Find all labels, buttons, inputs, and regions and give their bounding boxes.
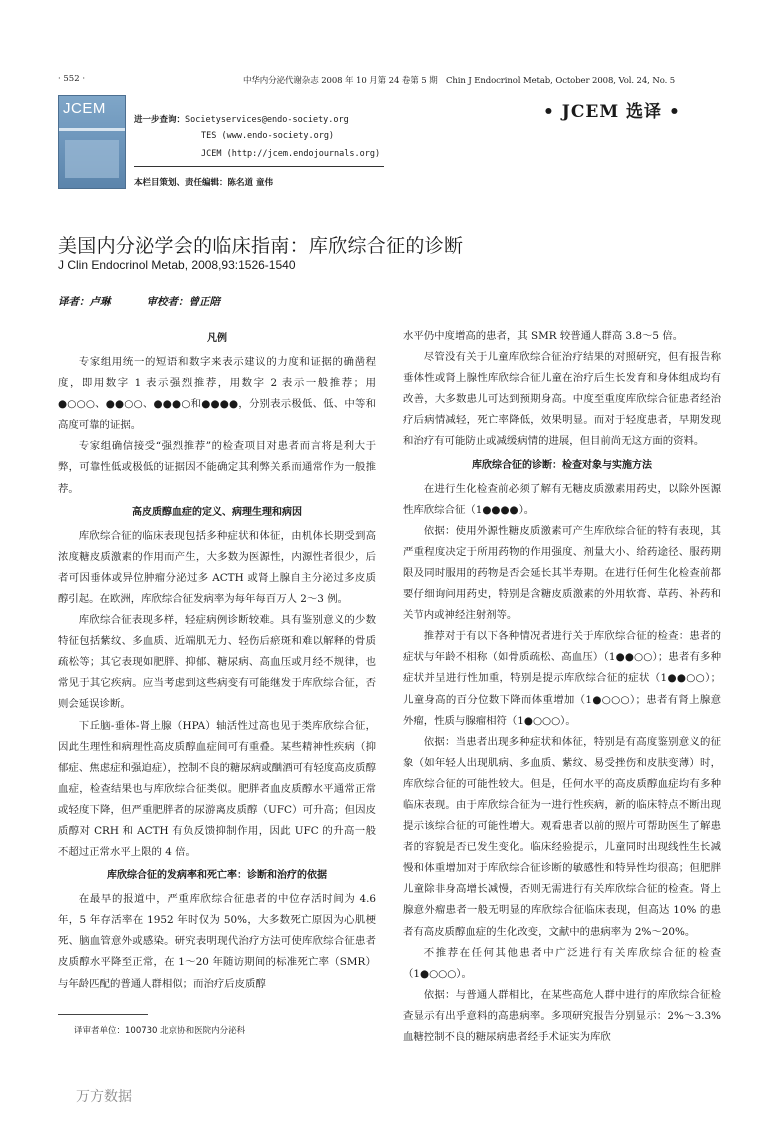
left-column bbox=[58, 326, 376, 995]
cover-title: JCEM bbox=[63, 100, 106, 117]
reviewer: 审校者：曾正陪 bbox=[146, 296, 220, 308]
page-number: · 552 · bbox=[58, 74, 86, 84]
jcem-url-line: JCEM (http://jcem.endojournals.org) bbox=[201, 149, 381, 159]
footnote-rule bbox=[58, 1014, 148, 1015]
jcem-cover-thumbnail bbox=[58, 95, 126, 189]
translator: 译者：卢琳 bbox=[58, 296, 111, 308]
paragraph: 依据：当患者出现多种症状和体征，特别是有高度鉴别意义的征象（如年轻人出现肌病、多血质、紫纹、易受挫伤和皮肤变薄）时，库欣综合征的可能性较大。但是，任何水平的高皮质醇血症均有多种临床表现。由于库欣综合征为一进行性疾病，新的临床特点不断出现提示该综合征的可能性增大。观看患者以前的照片可帮助医生了解患者的容貌是否已发生变化。临床经验提示，儿童同时出现线性生长减慢和体重增加对于库欣综合征诊断的敏感性和特异性均很高；但肥胖儿童除非身高增长减慢，否则无需进行有关库欣综合征的检查。肾上腺意外瘤患者一般无明显的库欣综合征临床表现，但高达 10% 的患者有高皮质醇血症的生化改变，文献中的患病率为 2%～20%。 bbox=[403, 735, 721, 938]
paragraph: 库欣综合征表现多样，轻症病例诊断较难。具有鉴别意义的少数特征包括紫纹、多血质、近端肌无力、轻伤后瘀斑和难以解释的骨质疏松等；其它表现如肥胖、抑郁、糖尿病、高血压或月经不规律，也常见于其它疾病。应当考虑到这些病变有可能继发于库欣综合征，否则会延误诊断。 bbox=[58, 614, 376, 711]
tes-line: TES (www.endo-society.org) bbox=[201, 131, 335, 141]
section-heading: 库欣综合征的诊断：检查对象与实施方法 bbox=[472, 459, 652, 471]
paragraph: 依据：与普通人群相比，在某些高危人群中进行的库欣综合征检查显示有出乎意料的高患病率。多项研究报告分别显示：2%～3.3% 血糖控制不良的糖尿病患者经手术证实为库欣 bbox=[403, 988, 721, 1043]
column-editors: 本栏目策划、责任编辑：陈名道 童伟 bbox=[134, 178, 273, 188]
paragraph: 不推荐在任何其他患者中广泛进行有关库欣综合征的检查（1●○○○）。 bbox=[403, 946, 721, 980]
paragraph: 推荐对于有以下各种情况者进行关于库欣综合征的检查：患者的症状与年龄不相称（如骨质疏松、高血压）（1●●○○）；患者有多种症状并呈进行性加重，特别是提示库欣综合征的症状（1●●○○）；儿童身高的百分位数下降而体重增加（1●○○○）；患者有肾上腺意外瘤，性质与腺瘤相符（1●○○○）。 bbox=[403, 630, 721, 727]
watermark: 万方数据 bbox=[76, 1089, 132, 1105]
paragraph: 在进行生化检查前必须了解有无糖皮质激素用药史，以除外医源性库欣综合征（1●●●●）。 bbox=[403, 482, 721, 516]
section-heading: 库欣综合征的发病率和死亡率：诊断和治疗的依据 bbox=[107, 870, 327, 882]
paragraph: 下丘脑-垂体-肾上腺（HPA）轴活性过高也见于类库欣综合征，因此生理性和病理性高皮质醇血症间可有重叠。某些精神性疾病（抑郁症、焦虑症和强迫症），控制不良的糖尿病或酗酒可有轻度高皮质醇血症，检查结果也与库欣综合征类似。肥胖者血皮质醇水平通常正常或轻度下降，但严重肥胖者的尿游离皮质醇（UFC）可升高；但因皮质醇对 CRH 和 ACTH 有负反馈抑制作用，因此 UFC 的升高一般不超过正常水平上限的 4 倍。 bbox=[58, 719, 376, 859]
article-credits bbox=[58, 294, 256, 309]
cover-image-block bbox=[65, 140, 119, 178]
article-title: 美国内分泌学会的临床指南：库欣综合征的诊断 bbox=[58, 235, 464, 257]
section-heading: 高皮质醇血症的定义、病理生理和病因 bbox=[132, 506, 302, 518]
jcem-selection-badge: • JCEM 选译 • bbox=[543, 102, 681, 122]
article-citation: J Clin Endocrinol Metab, 2008,93:1526-1540 bbox=[58, 258, 296, 272]
query-label: 进一步查询： bbox=[134, 115, 186, 125]
cover-stripe bbox=[59, 128, 125, 131]
paragraph: 专家组用统一的短语和数字来表示建议的力度和证据的确凿程度，即用数字 1 表示强烈推荐，用数字 2 表示一般推荐；用●○○○、●●○○、●●●○和●●●●，分别表示极低、低、中等和高度可靠的证据。 bbox=[58, 356, 376, 432]
running-header: 中华内分泌代谢杂志 2008 年 10 月第 24 卷第 5 期 Chin J Endocrinol Metab, October 2008, Vol. 24, No. 5 bbox=[243, 76, 676, 86]
paragraph: 在最早的报道中，严重库欣综合征患者的中位存活时间为 4.6 年，5 年存活率在 1952 年时仅为 50%，大多数死亡原因为心肌梗死、脑血管意外或感染。研究表明现代治疗方法可使库欣综合征患者皮质醇水平降至正常，在 1～20 年随访期间的标准死亡率（SMR）与年龄匹配的普通人群相似；而治疗后皮质醇 bbox=[58, 893, 376, 990]
paragraph: 库欣综合征的临床表现包括多种症状和体征，由机体长期受到高浓度糖皮质激素的作用而产生，大多数为医源性，内源性者很少，后者可因垂体或异位肿瘤分泌过多 ACTH 或肾上腺自主分泌过多皮质醇引起。在欧洲，库欣综合征发病率为每年每百万人 2～3 例。 bbox=[58, 529, 376, 605]
affiliation-footnote: 译审者单位：100730 北京协和医院内分泌科 bbox=[74, 1026, 246, 1036]
section-heading: 凡例 bbox=[207, 333, 227, 344]
paragraph: 水平仍中度增高的患者，其 SMR 较普通人群高 3.8～5 倍。 bbox=[403, 330, 684, 342]
paragraph: 专家组确信接受“强烈推荐”的检查项目对患者而言将是利大于弊，可靠性低或极低的证据因不能确定其利弊关系而通常作为一般推荐。 bbox=[58, 440, 376, 495]
paragraph: 尽管没有关于儿童库欣综合征治疗结果的对照研究，但有报告称垂体性或肾上腺性库欣综合征儿童在治疗后生长发育和身体组成均有改善，大多数患儿可达到预期身高。中度至重度库欣综合征患者经治疗后病情减轻，死亡率降低，效果明显。而对于轻度患者，早期发现和治疗有可能防止或减缓病情的进展，但目前尚无这方面的资料。 bbox=[403, 351, 721, 448]
paragraph: 依据：使用外源性糖皮质激素可产生库欣综合征的特有表现，其严重程度决定于所用药物的作用强度、剂量大小、给药途径、服药期限及同时服用的药物是否会延长其半寿期。在进行任何生化检查前都要仔细询问用药史，特别是含糖皮质激素的外用软膏、草药、补药和关节内或神经注射剂等。 bbox=[403, 524, 721, 622]
society-email: Societyservices@endo-society.org bbox=[185, 115, 349, 125]
right-column bbox=[403, 326, 721, 1048]
query-line bbox=[134, 113, 349, 125]
info-divider bbox=[134, 166, 384, 167]
